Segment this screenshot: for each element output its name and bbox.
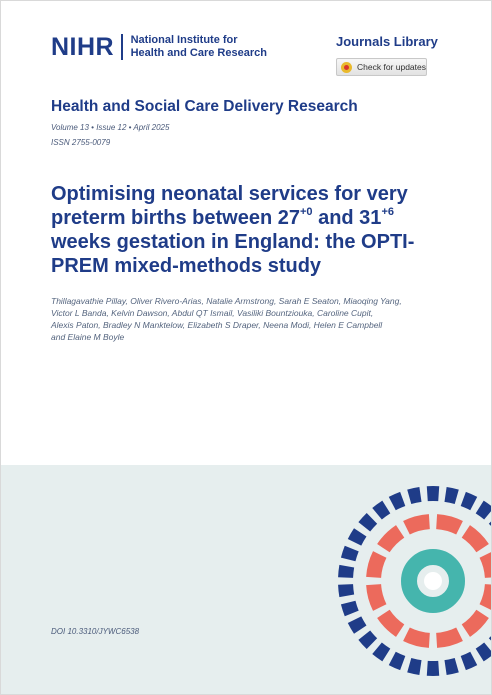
title-line-4: PREM mixed-methods study (51, 255, 322, 277)
navy-segment (338, 565, 354, 578)
navy-segment (427, 661, 439, 676)
title-sup-2: +6 (381, 206, 394, 219)
navy-segment (348, 616, 367, 633)
logo-text (131, 34, 267, 60)
title-sup-1: +0 (299, 206, 313, 219)
coral-segment (462, 610, 489, 637)
issue-line: Volume 13 • Issue 12 • April 2025 (51, 123, 170, 132)
coral-segment (377, 610, 404, 637)
authors-line-1: Thillagavathie Pillay, Oliver Rivero-Arias, Natalie Armstrong, Sarah E Seaton, Miaoqing Yang, (51, 296, 402, 306)
coral-segment (377, 525, 404, 552)
target-graphic (333, 481, 492, 681)
check-updates-icon (341, 62, 352, 73)
logo-line-2: Health and Care Research (130, 47, 267, 59)
navy-segment (407, 487, 421, 504)
doi: DOI 10.3310/JYWC6538 (51, 627, 140, 636)
navy-segment (348, 528, 367, 545)
coral-segment (366, 551, 386, 578)
coral-segment (403, 514, 430, 534)
author-list (51, 295, 446, 343)
logo-mark: NIHR (51, 32, 115, 61)
navy-segment (444, 487, 458, 504)
title-line-2a: preterm births between 27 (51, 207, 300, 229)
navy-segment (372, 643, 390, 662)
authors-line-2: Victor L Banda, Kelvin Dawson, Abdul QT Ismail, Vasiliki Bountziouka, Caroline Cupit, (51, 308, 374, 318)
coral-segment (436, 514, 463, 534)
navy-segment (338, 584, 354, 597)
nihr-logo (51, 34, 267, 60)
navy-segment (372, 501, 390, 520)
coral-segment (436, 628, 463, 648)
journals-library-label: Journals Library (336, 34, 438, 49)
navy-segment (444, 658, 458, 675)
title-line-3: weeks gestation in England: the OPTI- (51, 231, 415, 253)
logo-line-1: National Institute for (130, 34, 238, 46)
navy-segment (341, 601, 359, 617)
journal-title: Health and Social Care Delivery Research (51, 98, 358, 115)
navy-segment (389, 652, 406, 670)
logo-divider (121, 34, 123, 60)
issn: ISSN 2755-0079 (51, 138, 111, 147)
navy-segment (389, 492, 406, 510)
navy-segment (427, 486, 439, 501)
navy-segment (407, 658, 421, 675)
title-line-2b: and 31 (312, 207, 382, 229)
coral-segment (462, 525, 489, 552)
navy-segment (358, 631, 377, 650)
coral-segment (366, 584, 386, 611)
check-updates-label: Check for updates (357, 62, 426, 72)
check-for-updates-button[interactable] (336, 58, 427, 76)
navy-segment (358, 513, 377, 532)
navy-segment (461, 652, 478, 670)
navy-segment (476, 643, 492, 662)
navy-segment (461, 492, 478, 510)
navy-segment (476, 501, 492, 520)
article-title (51, 182, 421, 278)
authors-line-4: and Elaine M Boyle (51, 332, 125, 342)
navy-segment (341, 546, 359, 562)
authors-line-3: Alexis Paton, Bradley N Manktelow, Elizabeth S Draper, Neena Modi, Helen E Campbell (51, 320, 383, 330)
coral-segment (403, 628, 430, 648)
coral-segment (480, 551, 492, 578)
title-line-1: Optimising neonatal services for very (51, 183, 408, 205)
coral-segment (480, 584, 492, 611)
center-dot (424, 572, 442, 590)
